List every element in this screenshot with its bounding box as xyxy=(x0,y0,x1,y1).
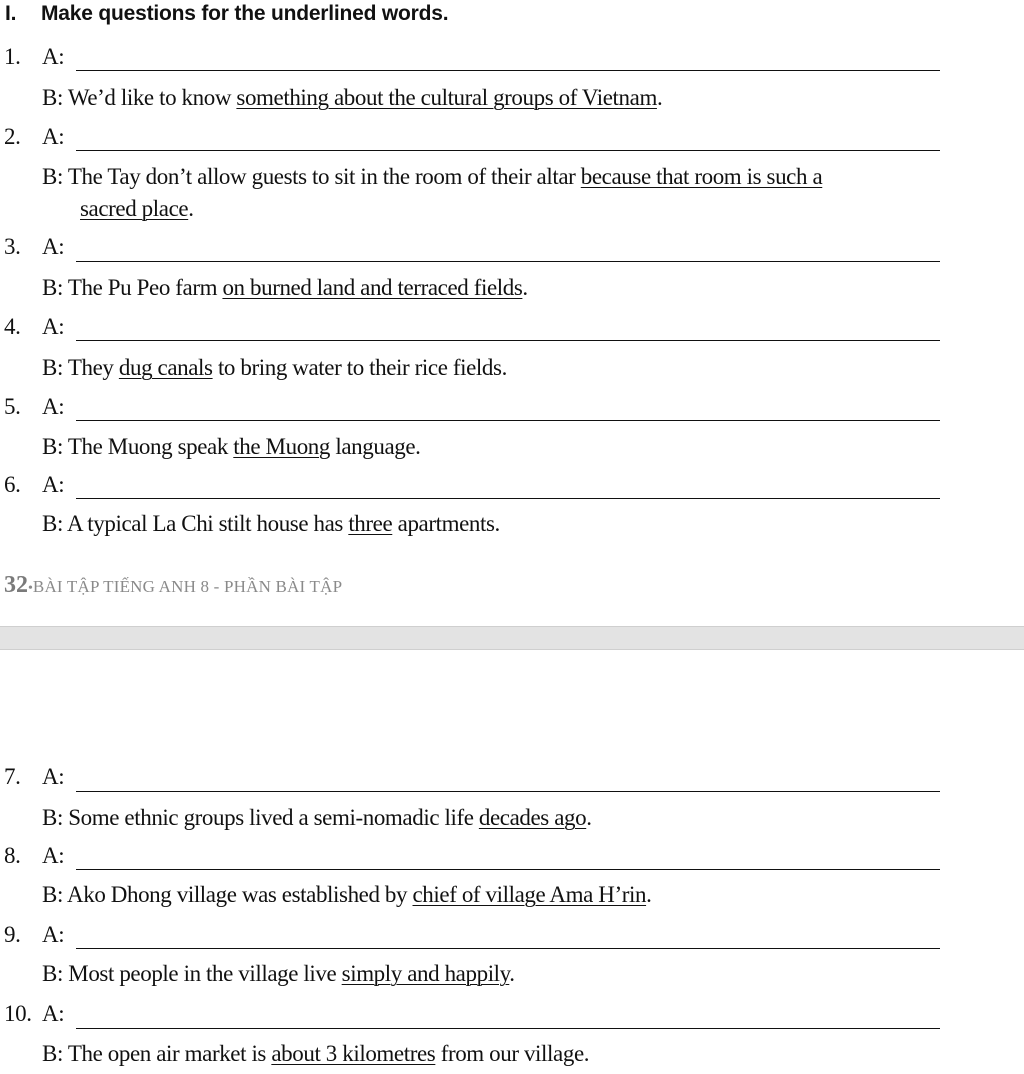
answer-a-label: A: xyxy=(42,922,65,947)
underlined-words: because that room is such a xyxy=(580,164,823,189)
answer-blank[interactable] xyxy=(76,791,940,792)
question-number: 9. xyxy=(4,922,21,947)
underlined-words: dug canals xyxy=(118,355,213,380)
worksheet-page-2 xyxy=(0,650,1024,1074)
question-number: 8. xyxy=(4,843,21,868)
answer-b-line-continued: sacred place. xyxy=(80,196,194,221)
answer-b-line: B: The Tay don’t allow guests to sit in the room of their altar because that room is such a xyxy=(42,164,823,189)
answer-blank[interactable] xyxy=(76,340,940,341)
answer-b-line: B: We’d like to know something about the cultural groups of Vietnam. xyxy=(42,85,663,110)
answer-b-line: B: A typical La Chi stilt house has three apartments. xyxy=(42,511,500,536)
underlined-words: sacred place xyxy=(80,196,189,221)
answer-blank[interactable] xyxy=(76,261,940,262)
answer-b-line: B: Most people in the village live simply and happily. xyxy=(42,961,515,986)
underlined-words: simply and happily xyxy=(341,961,510,986)
answer-b-line: B: Ako Dhong village was established by chief of village Ama H’rin. xyxy=(42,882,652,907)
answer-b-line: B: Some ethnic groups lived a semi-nomadic life decades ago. xyxy=(42,805,592,830)
answer-blank[interactable] xyxy=(76,498,940,499)
answer-blank[interactable] xyxy=(76,869,940,870)
question-number: 2. xyxy=(4,124,21,149)
answer-blank[interactable] xyxy=(76,1028,940,1029)
answer-a-label: A: xyxy=(42,44,65,69)
answer-a-label: A: xyxy=(42,124,65,149)
question-number: 7. xyxy=(4,764,21,789)
question-number: 4. xyxy=(4,314,21,339)
question-number: 10. xyxy=(4,1001,32,1026)
underlined-words: chief of village Ama H’rin xyxy=(412,882,647,907)
question-number: 6. xyxy=(4,472,21,497)
answer-b-line: B: The Muong speak the Muong language. xyxy=(42,434,421,459)
page-number: 32 xyxy=(4,572,28,598)
section-number: I. xyxy=(5,2,17,25)
answer-blank[interactable] xyxy=(76,150,940,151)
underlined-words: three xyxy=(348,511,393,536)
answer-a-label: A: xyxy=(42,472,65,497)
answer-b-line: B: The open air market is about 3 kilometres from our village. xyxy=(42,1041,590,1066)
page-footer xyxy=(4,572,342,599)
book-title: BÀI TẬP TIẾNG ANH 8 - PHẦN BÀI TẬP xyxy=(32,577,343,596)
answer-b-line: B: They dug canals to bring water to their rice fields. xyxy=(42,355,507,380)
answer-a-label: A: xyxy=(42,843,65,868)
section-heading xyxy=(5,2,448,26)
footer-separator: • xyxy=(28,581,33,596)
underlined-words: on burned land and terraced fields xyxy=(222,275,523,300)
underlined-words: decades ago xyxy=(478,805,587,830)
underlined-words: the Muong xyxy=(233,434,330,459)
answer-b-line: B: The Pu Peo farm on burned land and terraced fields. xyxy=(42,275,528,300)
answer-a-label: A: xyxy=(42,764,65,789)
answer-blank[interactable] xyxy=(76,70,940,71)
answer-a-label: A: xyxy=(42,1001,65,1026)
underlined-words: about 3 kilometres xyxy=(271,1041,436,1066)
answer-a-label: A: xyxy=(42,234,65,259)
answer-a-label: A: xyxy=(42,394,65,419)
question-number: 5. xyxy=(4,394,21,419)
question-number: 3. xyxy=(4,234,21,259)
answer-blank[interactable] xyxy=(76,948,940,949)
question-number: 1. xyxy=(4,44,21,69)
answer-blank[interactable] xyxy=(76,420,940,421)
section-title: Make questions for the underlined words. xyxy=(41,2,449,25)
underlined-words: something about the cultural groups of Vietnam xyxy=(236,85,657,110)
page-break-gap xyxy=(0,626,1024,650)
answer-a-label: A: xyxy=(42,314,65,339)
